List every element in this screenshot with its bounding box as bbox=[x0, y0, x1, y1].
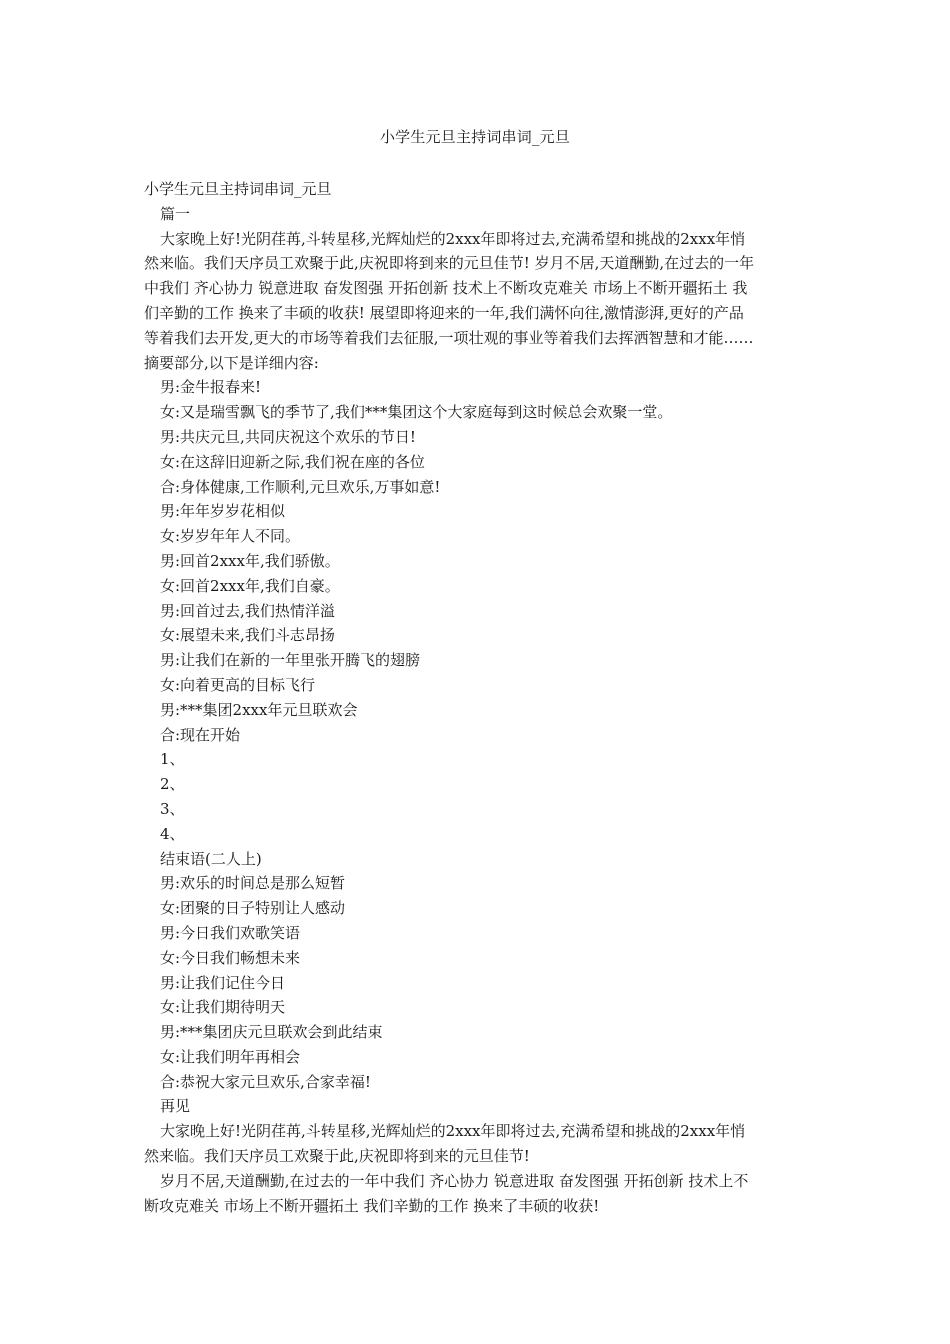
dialogue-line: 女:今日我们畅想未来 bbox=[160, 948, 301, 967]
dialogue-line: 男:回首2xxx年,我们骄傲。 bbox=[160, 551, 340, 570]
paragraph-line: 断攻克难关 市场上不断开疆拓土 我们辛勤的工作 换来了丰硕的收获! bbox=[144, 1196, 600, 1215]
dialogue-line: 再见 bbox=[160, 1097, 191, 1116]
paragraph-line: 们辛勤的工作 换来了丰硕的收获! 展望即将迎来的一年,我们满怀向往,激情澎湃,更好的产品 bbox=[144, 303, 744, 322]
dialogue-line: 男:让我们在新的一年里张开腾飞的翅膀 bbox=[160, 651, 421, 670]
dialogue-line: 男:欢乐的时间总是那么短暂 bbox=[160, 874, 346, 893]
dialogue-line: 男:金牛报春来! bbox=[160, 378, 262, 397]
dialogue-line: 女:让我们期待明天 bbox=[160, 998, 286, 1017]
dialogue-line: 女:向着更高的目标飞行 bbox=[160, 675, 316, 694]
dialogue-line: 合:身体健康,工作顺利,元旦欢乐,万事如意! bbox=[160, 477, 441, 496]
dialogue-line: 男:回首过去,我们热情洋溢 bbox=[160, 601, 335, 620]
dialogue-line: 女:回首2xxx年,我们自豪。 bbox=[160, 576, 340, 595]
dialogue-line: 合:恭祝大家元旦欢乐,合家幸福! bbox=[160, 1072, 371, 1091]
dialogue-line: 女:让我们明年再相会 bbox=[160, 1047, 301, 1066]
paragraph-line: 大家晚上好!光阴荏苒,斗转星移,光辉灿烂的2xxx年即将过去,充满希望和挑战的2xxx年悄 bbox=[160, 229, 746, 248]
intro-paragraph bbox=[144, 227, 812, 376]
dialogue-line: 结束语(二人上) bbox=[160, 849, 262, 868]
dialogue-line: 男:***集团2xxx年元旦联欢会 bbox=[160, 700, 358, 719]
dialogue-line: 女:展望未来,我们斗志昂扬 bbox=[160, 626, 335, 645]
dialogue-line: 女:岁岁年年人不同。 bbox=[160, 527, 301, 546]
dialogue-line: 男:年年岁岁花相似 bbox=[160, 502, 286, 521]
paragraph-line: 摘要部分,以下是详细内容: bbox=[144, 353, 319, 372]
dialogue-line: 男:今日我们欢歌笑语 bbox=[160, 923, 301, 942]
closing-paragraph-1 bbox=[144, 1119, 812, 1169]
paragraph-line: 然来临。我们天序员工欢聚于此,庆祝即将到来的元旦佳节! bbox=[144, 1147, 530, 1166]
body-heading: 小学生元旦主持词串词_元旦 bbox=[144, 180, 332, 198]
dialogue-line: 男:共庆元旦,共同庆祝这个欢乐的节日! bbox=[160, 427, 416, 446]
paragraph-line: 大家晚上好!光阴荏苒,斗转星移,光辉灿烂的2xxx年即将过去,充满希望和挑战的2xxx年悄 bbox=[160, 1122, 746, 1141]
document-body bbox=[144, 177, 812, 1218]
dialogue-line: 男:让我们记住今日 bbox=[160, 973, 286, 992]
paragraph-line: 等着我们去开发,更大的市场等着我们去征服,一项壮观的事业等着我们去挥洒智慧和才能…… bbox=[144, 328, 754, 347]
section-label: 篇一 bbox=[160, 204, 191, 223]
dialogue-line: 4、 bbox=[160, 824, 185, 843]
dialogue-line: 女:团聚的日子特别让人感动 bbox=[160, 899, 346, 918]
dialogue-line: 女:在这辞旧迎新之际,我们祝在座的各位 bbox=[160, 452, 425, 471]
dialogue-line: 2、 bbox=[160, 775, 185, 794]
dialogue-line: 合:现在开始 bbox=[160, 725, 241, 744]
dialogue-line: 1、 bbox=[160, 750, 185, 769]
paragraph-line: 岁月不居,天道酬勤,在过去的一年中我们 齐心协力 锐意进取 奋发图强 开拓创新 技术上不 bbox=[160, 1171, 749, 1190]
paragraph-line: 中我们 齐心协力 锐意进取 奋发图强 开拓创新 技术上不断攻克难关 市场上不断开疆拓土 我 bbox=[144, 279, 748, 298]
dialogue-list bbox=[144, 375, 812, 1119]
document-title: 小学生元旦主持词串词_元旦 bbox=[379, 128, 571, 146]
dialogue-line: 男:***集团庆元旦联欢会到此结束 bbox=[160, 1023, 383, 1042]
dialogue-line: 女:又是瑞雪飘飞的季节了,我们***集团这个大家庭每到这时候总会欢聚一堂。 bbox=[160, 403, 673, 422]
closing-paragraph-2 bbox=[144, 1169, 812, 1219]
dialogue-line: 3、 bbox=[160, 799, 185, 818]
paragraph-line: 然来临。我们天序员工欢聚于此,庆祝即将到来的元旦佳节! 岁月不居,天道酬勤,在过去的一年 bbox=[144, 254, 755, 273]
